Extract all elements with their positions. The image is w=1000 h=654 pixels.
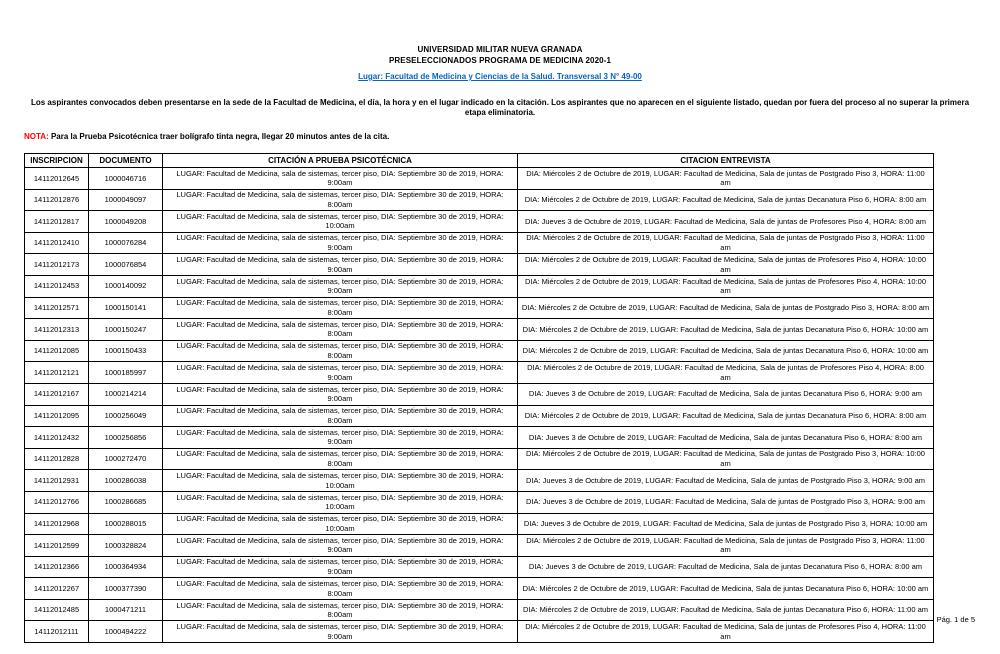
table-row bbox=[25, 383, 934, 405]
documento-cell: 1000076854 bbox=[89, 254, 163, 276]
entrevista-cell: DIA: Miércoles 2 de Octubre de 2019, LUGAR: Facultad de Medicina, Sala de juntas de Profesores Piso 4, HORA: 10:00 am bbox=[518, 275, 934, 297]
inscripcion-cell: 14112012085 bbox=[25, 340, 89, 362]
entrevista-cell: DIA: Miércoles 2 de Octubre de 2019, LUGAR: Facultad de Medicina, Sala de juntas de Profesores Piso 4, HORA: 8:00 am bbox=[518, 362, 934, 384]
inscripcion-cell: 14112012876 bbox=[25, 189, 89, 211]
inscripcion-cell: 14112012931 bbox=[25, 470, 89, 492]
entrevista-cell: DIA: Jueves 3 de Octubre de 2019, LUGAR: Facultad de Medicina, Sala de juntas Decanatura Piso 6, HORA: 9:00 am bbox=[518, 383, 934, 405]
nota-line bbox=[24, 132, 1000, 142]
location-link[interactable]: Lugar: Facultad de Medicina y Ciencias de la Salud. Transversal 3 N° 49-00 bbox=[358, 72, 642, 81]
inscripcion-cell: 14112012313 bbox=[25, 319, 89, 341]
table-row bbox=[25, 362, 934, 384]
documento-cell: 1000046716 bbox=[89, 168, 163, 190]
documento-cell: 1000494222 bbox=[89, 621, 163, 643]
table-row bbox=[25, 599, 934, 621]
table-header-row bbox=[25, 154, 934, 168]
documento-cell: 1000150247 bbox=[89, 319, 163, 341]
psicotecnica-cell: LUGAR: Facultad de Medicina, sala de sistemas, tercer piso, DIA: Septiembre 30 de 2019, HORA: 9:00am bbox=[163, 556, 518, 578]
documento-cell: 1000214214 bbox=[89, 383, 163, 405]
header-psicotecnica: CITACIÓN A PRUEBA PSICOTÉCNICA bbox=[163, 154, 518, 168]
documento-cell: 1000256049 bbox=[89, 405, 163, 427]
nota-label: NOTA: bbox=[24, 132, 49, 141]
documento-cell: 1000471211 bbox=[89, 599, 163, 621]
entrevista-cell: DIA: Miércoles 2 de Octubre de 2019, LUGAR: Facultad de Medicina, Sala de juntas Decanatura Piso 6, HORA: 8:00 am bbox=[518, 189, 934, 211]
documento-cell: 1000288015 bbox=[89, 513, 163, 535]
citations-table bbox=[24, 153, 934, 643]
entrevista-cell: DIA: Miércoles 2 de Octubre de 2019, LUGAR: Facultad de Medicina, Sala de juntas de Postgrado Piso 3, HORA: 11:00 am bbox=[518, 232, 934, 254]
entrevista-cell: DIA: Miércoles 2 de Octubre de 2019, LUGAR: Facultad de Medicina, Sala de juntas de Postgrado Piso 3, HORA: 11:00 am bbox=[518, 168, 934, 190]
table-row bbox=[25, 578, 934, 600]
documento-cell: 1000286685 bbox=[89, 491, 163, 513]
inscripcion-cell: 14112012571 bbox=[25, 297, 89, 319]
psicotecnica-cell: LUGAR: Facultad de Medicina, sala de sistemas, tercer piso, DIA: Septiembre 30 de 2019, HORA: 9:00am bbox=[163, 168, 518, 190]
psicotecnica-cell: LUGAR: Facultad de Medicina, sala de sistemas, tercer piso, DIA: Septiembre 30 de 2019, HORA: 9:00am bbox=[163, 362, 518, 384]
entrevista-cell: DIA: Jueves 3 de Octubre de 2019, LUGAR: Facultad de Medicina, Sala de juntas de Postgrado Piso 3, HORA: 9:00 am bbox=[518, 470, 934, 492]
inscripcion-cell: 14112012817 bbox=[25, 211, 89, 233]
psicotecnica-cell: LUGAR: Facultad de Medicina, sala de sistemas, tercer piso, DIA: Septiembre 30 de 2019, HORA: 8:00am bbox=[163, 578, 518, 600]
entrevista-cell: DIA: Miércoles 2 de Octubre de 2019, LUGAR: Facultad de Medicina, Sala de juntas de Postgrado Piso 3, HORA: 8:00 am bbox=[518, 297, 934, 319]
page-title: UNIVERSIDAD MILITAR NUEVA GRANADA bbox=[417, 45, 583, 54]
inscripcion-cell: 14112012828 bbox=[25, 448, 89, 470]
psicotecnica-cell: LUGAR: Facultad de Medicina, sala de sistemas, tercer piso, DIA: Septiembre 30 de 2019, HORA: 10:00am bbox=[163, 470, 518, 492]
entrevista-cell: DIA: Miércoles 2 de Octubre de 2019, LUGAR: Facultad de Medicina, Sala de juntas de Postgrado Piso 3, HORA: 10:00 am bbox=[518, 448, 934, 470]
documento-cell: 1000150141 bbox=[89, 297, 163, 319]
inscripcion-cell: 14112012968 bbox=[25, 513, 89, 535]
entrevista-cell: DIA: Jueves 3 de Octubre de 2019, LUGAR: Facultad de Medicina, Sala de juntas de Postgrado Piso 3, HORA: 9:00 am bbox=[518, 491, 934, 513]
inscripcion-cell: 14112012599 bbox=[25, 535, 89, 557]
inscripcion-cell: 14112012645 bbox=[25, 168, 89, 190]
inscripcion-cell: 14112012432 bbox=[25, 427, 89, 449]
psicotecnica-cell: LUGAR: Facultad de Medicina, sala de sistemas, tercer piso, DIA: Septiembre 30 de 2019, HORA: 9:00am bbox=[163, 535, 518, 557]
table-row bbox=[25, 168, 934, 190]
inscripcion-cell: 14112012173 bbox=[25, 254, 89, 276]
entrevista-cell: DIA: Miércoles 2 de Octubre de 2019, LUGAR: Facultad de Medicina, Sala de juntas de Profesores Piso 4, HORA: 11:00 am bbox=[518, 621, 934, 643]
documento-cell: 1000185997 bbox=[89, 362, 163, 384]
entrevista-cell: DIA: Miércoles 2 de Octubre de 2019, LUGAR: Facultad de Medicina, Sala de juntas Decanatura Piso 6, HORA: 10:00 am bbox=[518, 578, 934, 600]
documento-cell: 1000049208 bbox=[89, 211, 163, 233]
psicotecnica-cell: LUGAR: Facultad de Medicina, sala de sistemas, tercer piso, DIA: Septiembre 30 de 2019, HORA: 8:00am bbox=[163, 319, 518, 341]
psicotecnica-cell: LUGAR: Facultad de Medicina, sala de sistemas, tercer piso, DIA: Septiembre 30 de 2019, HORA: 10:00am bbox=[163, 491, 518, 513]
inscripcion-cell: 14112012410 bbox=[25, 232, 89, 254]
psicotecnica-cell: LUGAR: Facultad de Medicina, sala de sistemas, tercer piso, DIA: Septiembre 30 de 2019, HORA: 9:00am bbox=[163, 383, 518, 405]
entrevista-cell: DIA: Miércoles 2 de Octubre de 2019, LUGAR: Facultad de Medicina, Sala de juntas Decanatura Piso 6, HORA: 10:00 am bbox=[518, 340, 934, 362]
table-row bbox=[25, 448, 934, 470]
psicotecnica-cell: LUGAR: Facultad de Medicina, sala de sistemas, tercer piso, DIA: Septiembre 30 de 2019, HORA: 8:00am bbox=[163, 599, 518, 621]
documento-cell: 1000328824 bbox=[89, 535, 163, 557]
psicotecnica-cell: LUGAR: Facultad de Medicina, sala de sistemas, tercer piso, DIA: Septiembre 30 de 2019, HORA: 9:00am bbox=[163, 275, 518, 297]
table-row bbox=[25, 189, 934, 211]
table-row bbox=[25, 491, 934, 513]
psicotecnica-cell: LUGAR: Facultad de Medicina, sala de sistemas, tercer piso, DIA: Septiembre 30 de 2019, HORA: 10:00am bbox=[163, 211, 518, 233]
header-entrevista: CITACION ENTREVISTA bbox=[518, 154, 934, 168]
documento-cell: 1000076284 bbox=[89, 232, 163, 254]
citations-table-body bbox=[25, 168, 934, 643]
psicotecnica-cell: LUGAR: Facultad de Medicina, sala de sistemas, tercer piso, DIA: Septiembre 30 de 2019, HORA: 8:00am bbox=[163, 340, 518, 362]
table-row bbox=[25, 513, 934, 535]
inscripcion-cell: 14112012766 bbox=[25, 491, 89, 513]
table-row bbox=[25, 621, 934, 643]
documento-cell: 1000150433 bbox=[89, 340, 163, 362]
entrevista-cell: DIA: Miércoles 2 de Octubre de 2019, LUGAR: Facultad de Medicina, Sala de juntas Decanatura Piso 6, HORA: 11:00 am bbox=[518, 599, 934, 621]
psicotecnica-cell: LUGAR: Facultad de Medicina, sala de sistemas, tercer piso, DIA: Septiembre 30 de 2019, HORA: 9:00am bbox=[163, 232, 518, 254]
psicotecnica-cell: LUGAR: Facultad de Medicina, sala de sistemas, tercer piso, DIA: Septiembre 30 de 2019, HORA: 10:00am bbox=[163, 513, 518, 535]
documento-cell: 1000049097 bbox=[89, 189, 163, 211]
table-row bbox=[25, 340, 934, 362]
table-row bbox=[25, 470, 934, 492]
documento-cell: 1000256856 bbox=[89, 427, 163, 449]
inscripcion-cell: 14112012366 bbox=[25, 556, 89, 578]
table-row bbox=[25, 211, 934, 233]
documento-cell: 1000377390 bbox=[89, 578, 163, 600]
entrevista-cell: DIA: Miércoles 2 de Octubre de 2019, LUGAR: Facultad de Medicina, Sala de juntas de Profesores Piso 4, HORA: 10:00 am bbox=[518, 254, 934, 276]
page-subtitle: PRESELECCIONADOS PROGRAMA DE MEDICINA 2020-1 bbox=[388, 56, 612, 65]
entrevista-cell: DIA: Jueves 3 de Octubre de 2019, LUGAR: Facultad de Medicina, Sala de juntas de Profesores Piso 4, HORA: 8:00 am bbox=[518, 211, 934, 233]
inscripcion-cell: 14112012485 bbox=[25, 599, 89, 621]
entrevista-cell: DIA: Jueves 3 de Octubre de 2019, LUGAR: Facultad de Medicina, Sala de juntas Decanatura Piso 6, HORA: 8:00 am bbox=[518, 427, 934, 449]
entrevista-cell: DIA: Miércoles 2 de Octubre de 2019, LUGAR: Facultad de Medicina, Sala de juntas Decanatura Piso 6, HORA: 8:00 am bbox=[518, 405, 934, 427]
table-row bbox=[25, 254, 934, 276]
psicotecnica-cell: LUGAR: Facultad de Medicina, sala de sistemas, tercer piso, DIA: Septiembre 30 de 2019, HORA: 8:00am bbox=[163, 448, 518, 470]
psicotecnica-cell: LUGAR: Facultad de Medicina, sala de sistemas, tercer piso, DIA: Septiembre 30 de 2019, HORA: 8:00am bbox=[163, 189, 518, 211]
documento-cell: 1000286038 bbox=[89, 470, 163, 492]
inscripcion-cell: 14112012267 bbox=[25, 578, 89, 600]
page-number: Pág. 1 de 5 bbox=[936, 615, 975, 624]
psicotecnica-cell: LUGAR: Facultad de Medicina, sala de sistemas, tercer piso, DIA: Septiembre 30 de 2019, HORA: 9:00am bbox=[163, 254, 518, 276]
inscripcion-cell: 14112012111 bbox=[25, 621, 89, 643]
inscripcion-cell: 14112012121 bbox=[25, 362, 89, 384]
document-header bbox=[0, 0, 1000, 84]
table-row bbox=[25, 405, 934, 427]
psicotecnica-cell: LUGAR: Facultad de Medicina, sala de sistemas, tercer piso, DIA: Septiembre 30 de 2019, HORA: 9:00am bbox=[163, 427, 518, 449]
table-row bbox=[25, 319, 934, 341]
psicotecnica-cell: LUGAR: Facultad de Medicina, sala de sistemas, tercer piso, DIA: Septiembre 30 de 2019, HORA: 8:00am bbox=[163, 297, 518, 319]
documento-cell: 1000364934 bbox=[89, 556, 163, 578]
intro-paragraph: Los aspirantes convocados deben presentarse en la sede de la Facultad de Medicina, el día, la hora y en el lugar indicado en la citación. Los aspirantes que no aparecen en el siguiente listado, quedan por fuera del proceso al no superar la primera etapa eliminatoria. bbox=[30, 98, 970, 117]
psicotecnica-cell: LUGAR: Facultad de Medicina, sala de sistemas, tercer piso, DIA: Septiembre 30 de 2019, HORA: 9:00am bbox=[163, 621, 518, 643]
table-row bbox=[25, 297, 934, 319]
documento-cell: 1000272470 bbox=[89, 448, 163, 470]
header-documento: DOCUMENTO bbox=[89, 154, 163, 168]
table-row bbox=[25, 556, 934, 578]
entrevista-cell: DIA: Miércoles 2 de Octubre de 2019, LUGAR: Facultad de Medicina, Sala de juntas de Postgrado Piso 3, HORA: 11:00 am bbox=[518, 535, 934, 557]
table-row bbox=[25, 232, 934, 254]
entrevista-cell: DIA: Jueves 3 de Octubre de 2019, LUGAR: Facultad de Medicina, Sala de juntas Decanatura Piso 6, HORA: 8:00 am bbox=[518, 556, 934, 578]
inscripcion-cell: 14112012167 bbox=[25, 383, 89, 405]
entrevista-cell: DIA: Miércoles 2 de Octubre de 2019, LUGAR: Facultad de Medicina, Sala de juntas Decanatura Piso 6, HORA: 10:00 am bbox=[518, 319, 934, 341]
inscripcion-cell: 14112012095 bbox=[25, 405, 89, 427]
header-inscripcion: INSCRIPCION bbox=[25, 154, 89, 168]
table-row bbox=[25, 427, 934, 449]
documento-cell: 1000140092 bbox=[89, 275, 163, 297]
entrevista-cell: DIA: Jueves 3 de Octubre de 2019, LUGAR: Facultad de Medicina, Sala de juntas de Postgrado Piso 3, HORA: 10:00 am bbox=[518, 513, 934, 535]
psicotecnica-cell: LUGAR: Facultad de Medicina, sala de sistemas, tercer piso, DIA: Septiembre 30 de 2019, HORA: 8:00am bbox=[163, 405, 518, 427]
table-row bbox=[25, 535, 934, 557]
inscripcion-cell: 14112012453 bbox=[25, 275, 89, 297]
table-row bbox=[25, 275, 934, 297]
nota-text: Para la Prueba Psicotécnica traer bolígrafo tinta negra, llegar 20 minutos antes de la cita. bbox=[50, 132, 390, 141]
